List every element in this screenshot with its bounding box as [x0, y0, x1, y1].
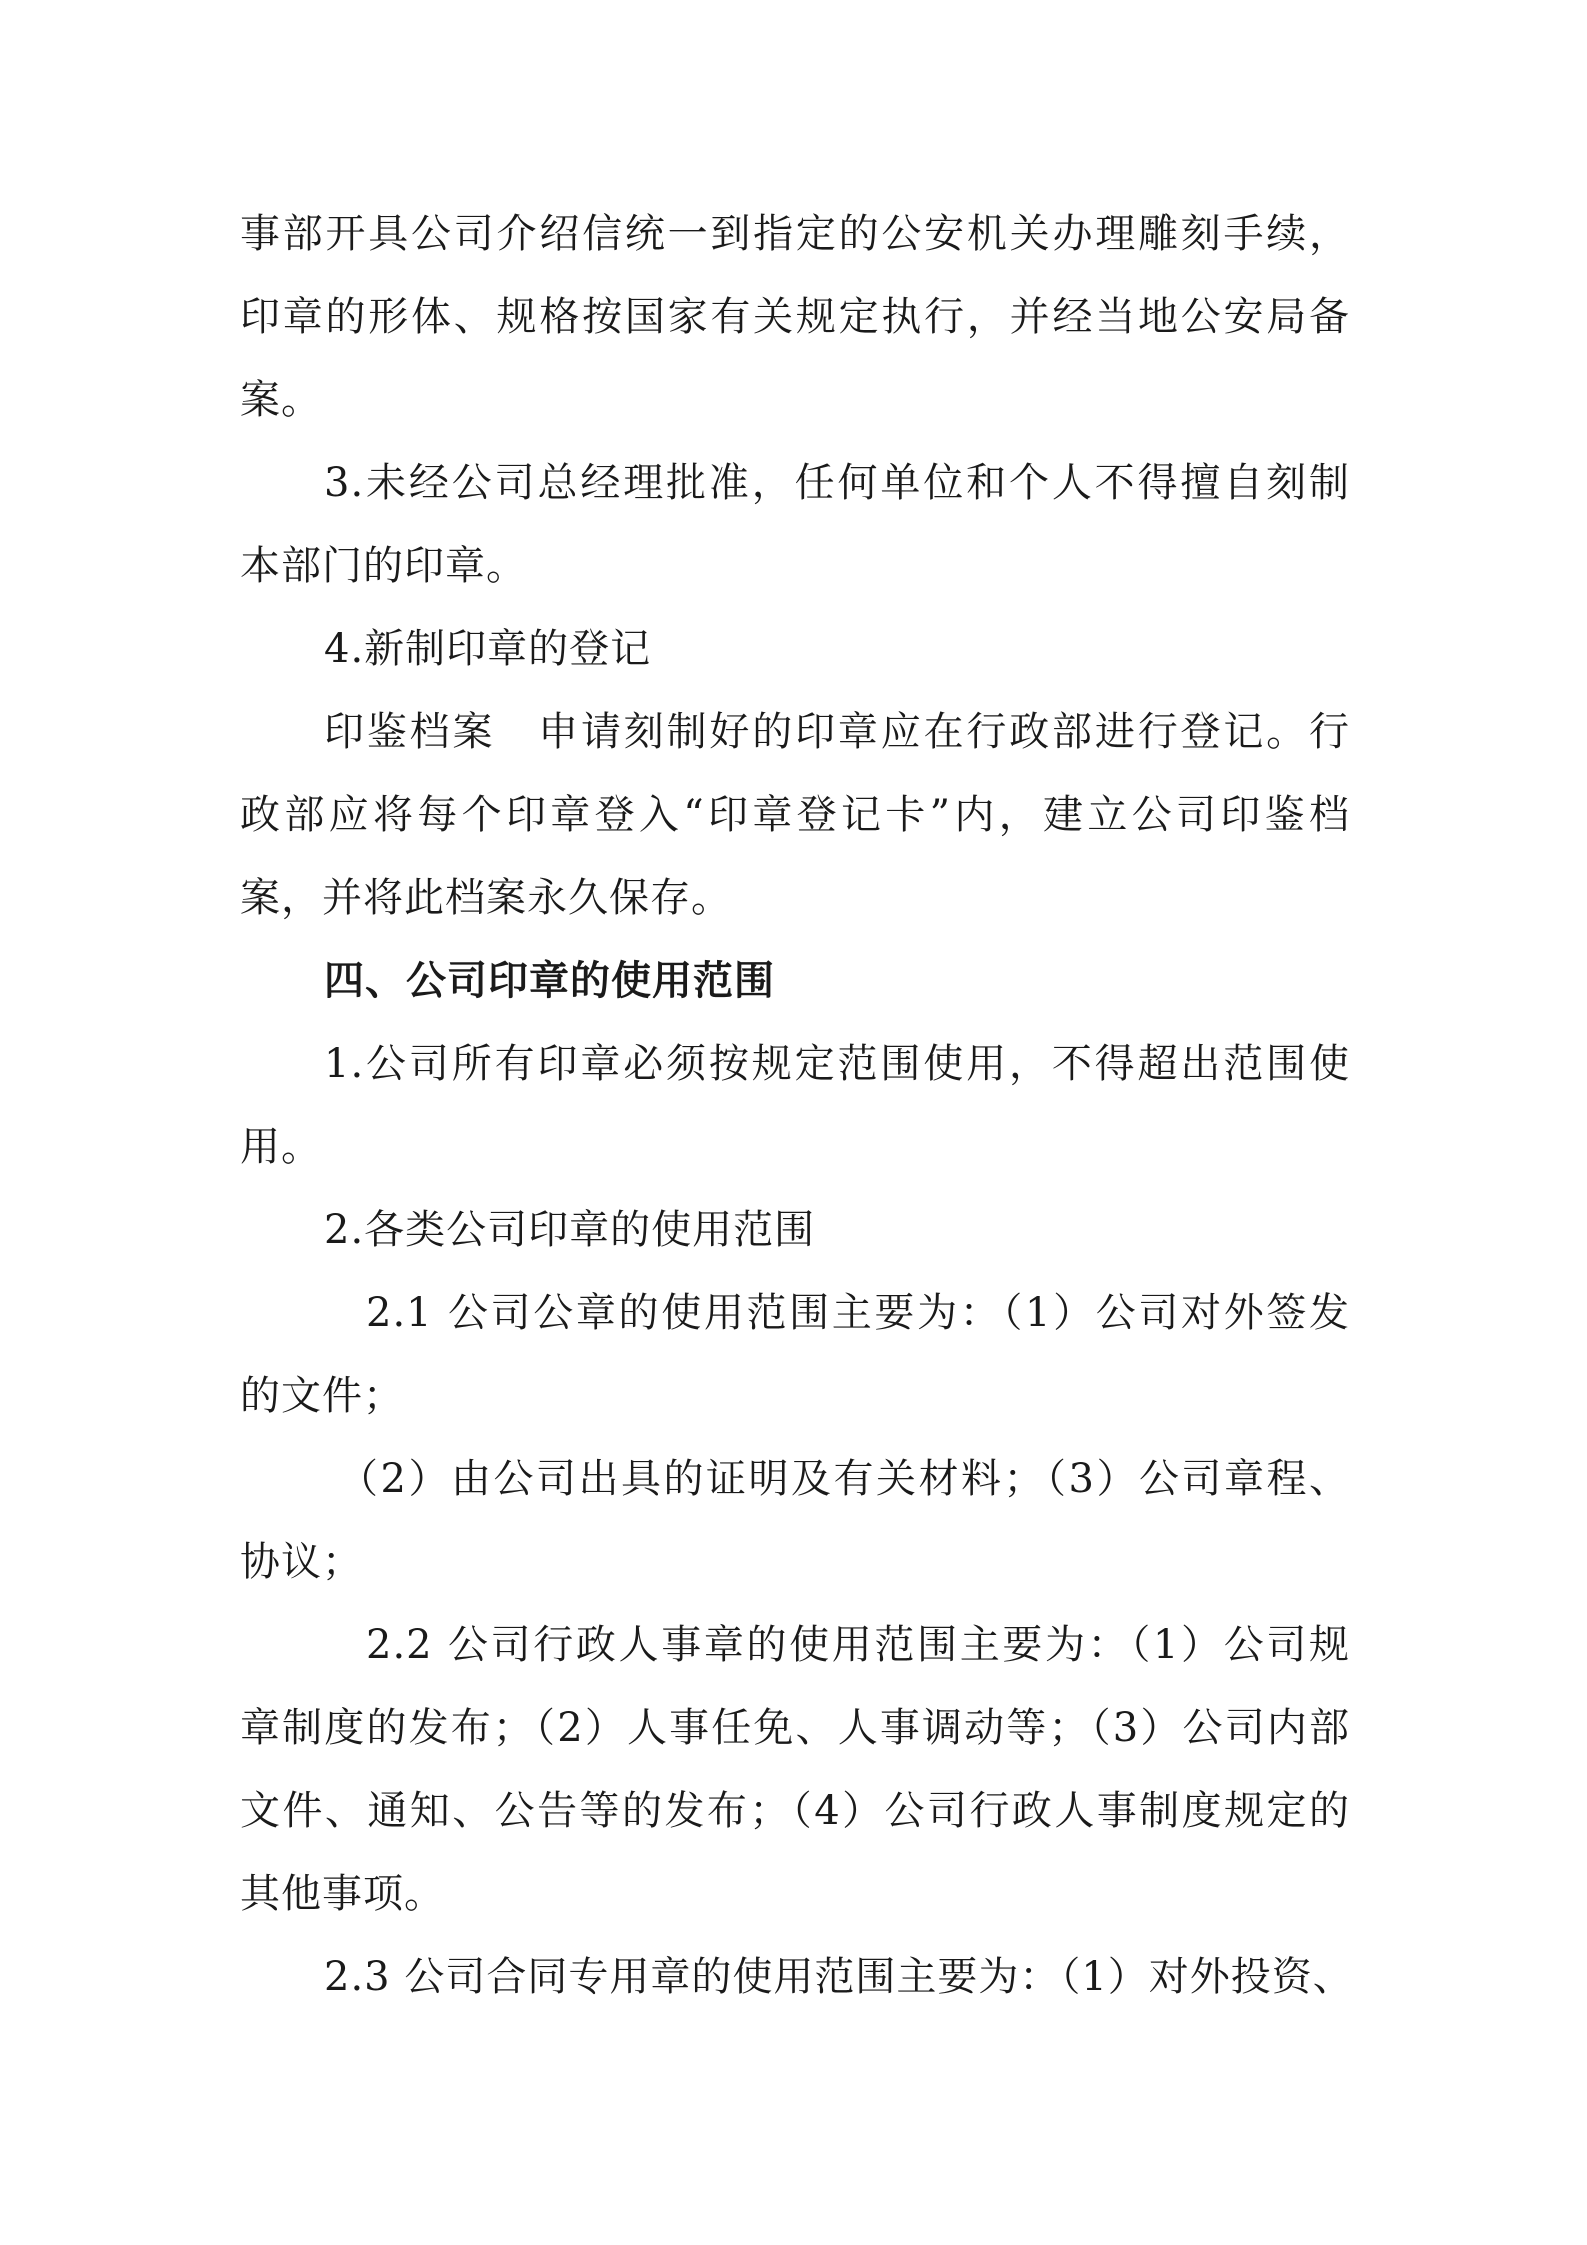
text-line: 的文件； [240, 1373, 404, 1419]
text-line: 其他事项。 [240, 1871, 445, 1917]
text-line: 文件、通知、公告等的发布；（4）公司行政人事制度规定的 [240, 1788, 1350, 1834]
text-line: （2）由公司出具的证明及有关材料；（3）公司章程、 [338, 1456, 1350, 1502]
text-line: 2.3 公司合同专用章的使用范围主要为：（1）对外投资、 [324, 1954, 1354, 2000]
text-line: 3.未经公司总经理批准，任何单位和个人不得擅自刻制 [324, 460, 1350, 506]
text-line: 印鉴档案 申请刻制好的印章应在行政部进行登记。行 [324, 709, 1350, 755]
text-line: 用。 [240, 1124, 322, 1170]
text-line: 1.公司所有印章必须按规定范围使用，不得超出范围使 [324, 1041, 1350, 1087]
text-line: 本部门的印章。 [240, 543, 527, 589]
text-line: 印章的形体、规格按国家有关规定执行，并经当地公安局备 [240, 294, 1350, 340]
text-line: 2.各类公司印章的使用范围 [324, 1207, 816, 1253]
text-line: 政部应将每个印章登入“印章登记卡”内，建立公司印鉴档 [240, 792, 1350, 838]
text-line: 2.1 公司公章的使用范围主要为：（1）公司对外签发 [366, 1290, 1350, 1336]
text-line: 协议； [240, 1539, 363, 1585]
section-heading: 四、公司印章的使用范围 [324, 957, 775, 1004]
text-line: 案。 [240, 377, 322, 423]
text-line: 2.2 公司行政人事章的使用范围主要为：（1）公司规 [366, 1622, 1350, 1668]
text-line: 4.新制印章的登记 [324, 626, 652, 672]
text-line: 案，并将此档案永久保存。 [240, 875, 732, 921]
text-line: 章制度的发布；（2）人事任免、人事调动等；（3）公司内部 [240, 1705, 1350, 1751]
text-line: 事部开具公司介绍信统一到指定的公安机关办理雕刻手续， [240, 211, 1350, 257]
